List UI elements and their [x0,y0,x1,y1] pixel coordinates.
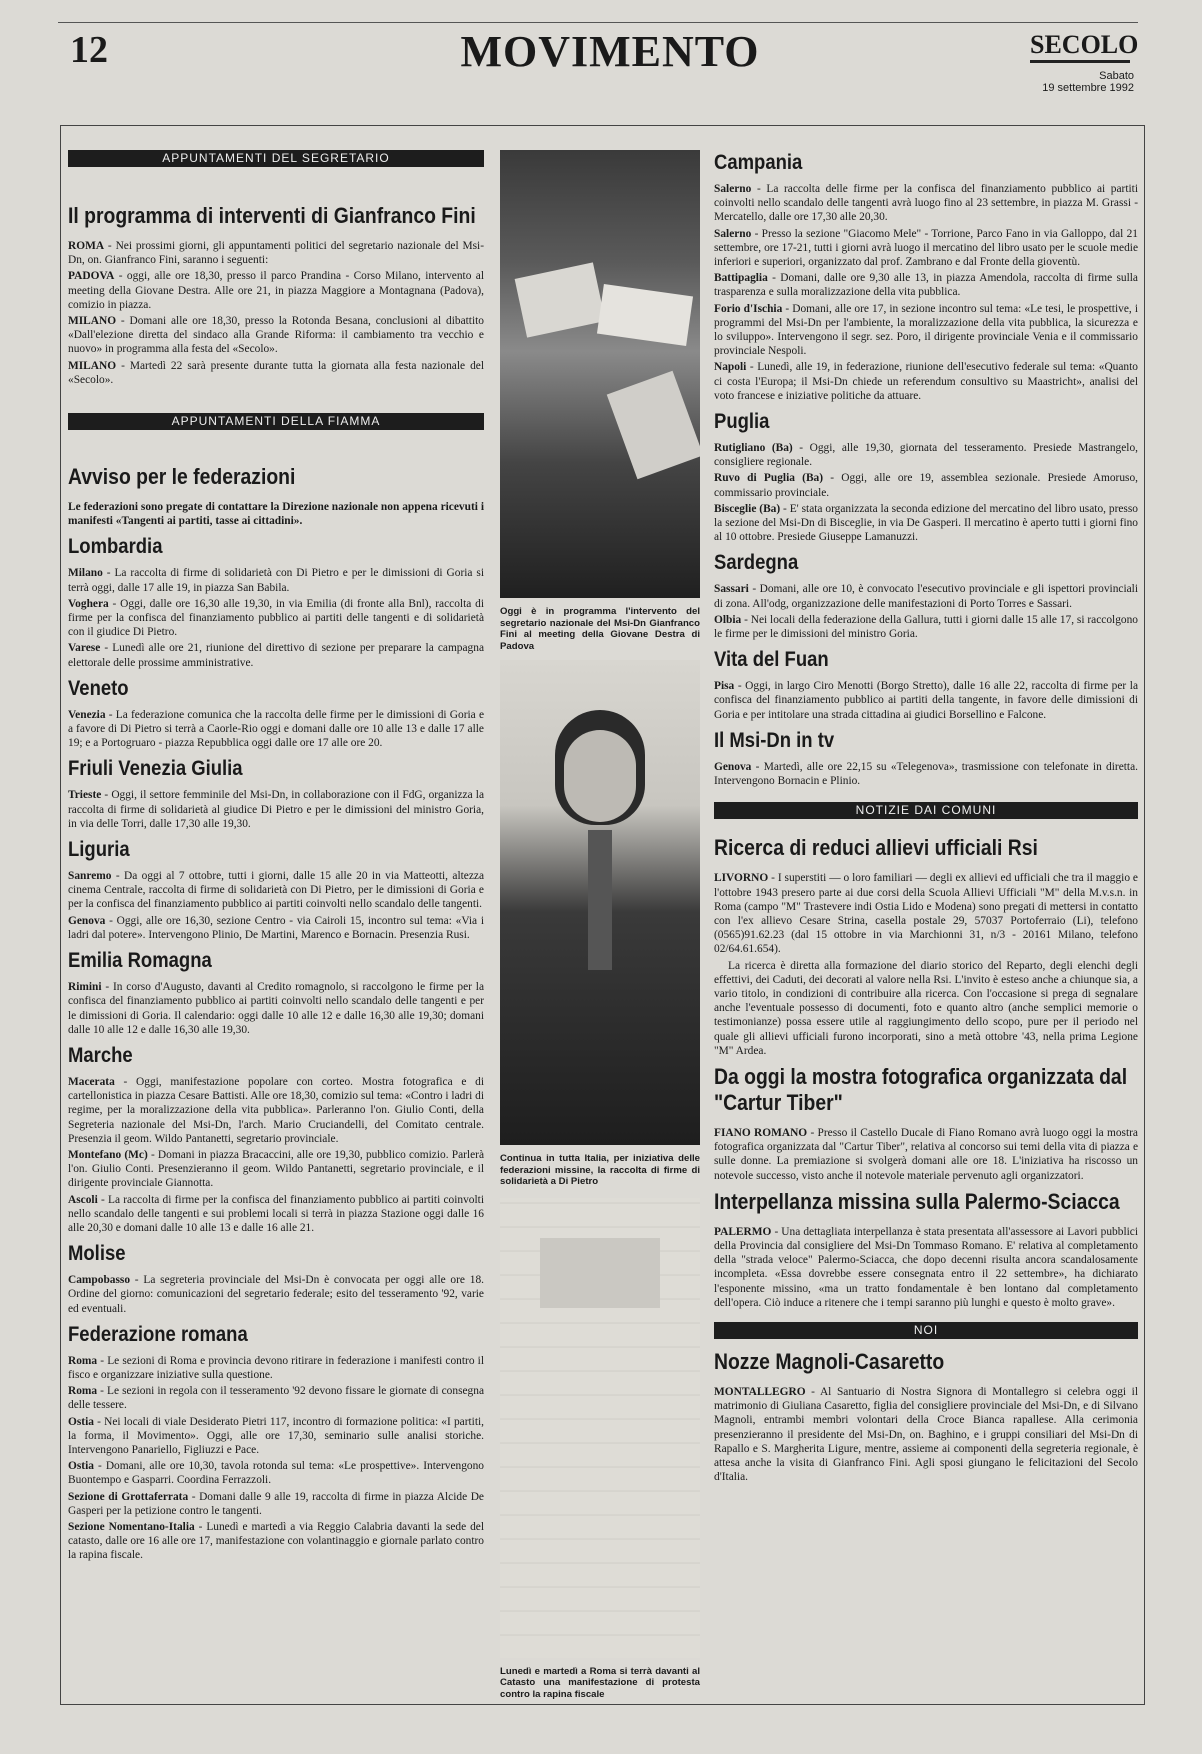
middle-column [500,150,700,1700]
issue-full-date: 19 settembre 1992 [1042,82,1134,94]
paragraph-text: - Oggi, manifestazione popolare con corteo. Mostra fotografica e di cartellonistica in piazza Cesare Battisti. Alle ore 18,30, comizio sul tema: «Contro i ladri di regime, per la moralizzazione della vita pubblica». Parleranno l'on. Giulio Conti, della Segreteria nazionale del Msi-Dn, l'arch. Mario Cruciandelli, del Comitato centrale. Presenzia il geom. Wildo Pantanetti, segretario provinciale. [68,1075,484,1145]
avviso-text: Le federazioni sono pregate di contattare la Direzione nazionale non appena ricevuti i manifesti «Tangenti ai partiti, tasse ai cittadini». [68,501,484,528]
fini-title: Il programma di interventi di Gianfranco Fini [68,203,476,228]
place-name: Battipaglia [714,272,768,285]
paragraph-text: - Le sezioni di Roma e provincia devono ritirare in federazione i manifesti contro il fisco e organizzare iniziative sulla questione. [68,1354,484,1381]
news-paragraph [68,708,484,751]
heading-molise: Molise [68,1242,126,1266]
news-paragraph [68,1193,484,1236]
heading-sardegna: Sardegna [714,551,799,575]
place-name: Rimini [68,981,102,994]
news-paragraph [68,314,484,357]
place-name: Forio d'Ischia [714,302,783,315]
paragraph-text: - Oggi, dalle ore 16,30 alle 19,30, in via Emilia (di fronte alla Bnl), raccolta di firme per la confisca del finanziamento pubblico ai partiti delle tangenti e di solidarietà con il giudice Di Pietro. [68,597,484,639]
place-name: Olbia [714,613,742,626]
news-paragraph [68,269,484,312]
rally-photo [500,150,700,598]
news-paragraph [714,613,1138,641]
place-name: MONTALLEGRO [714,1385,806,1398]
place-name: ROMA [68,240,105,252]
place-name: Ostia [68,1415,94,1428]
news-paragraph [714,760,1138,788]
avviso-title: Avviso per le federazioni [68,464,296,490]
heading-romana: Federazione romana [68,1322,248,1346]
news-paragraph [714,1385,1138,1484]
section-title: MOVIMENTO [460,27,760,76]
place-name: Ruvo di Puglia (Ba) [714,472,824,485]
news-paragraph [714,1126,1138,1183]
place-name: Rutigliano (Ba) [714,442,793,455]
place-name: Genova [68,914,106,927]
paragraph-text: - Nei locali di viale Desiderato Pietri 117, incontro di formazione politica: «I partiti, la forma, il Movimento». Oggi, alle ore 17,30, seminario sulle analisi storiche. Intervengono Panariello, Figliuzzi e Pace. [68,1415,484,1456]
paragraph-text: - Una dettagliata interpellanza è stata presentata all'assessore ai Lavori pubblici della Provincia dal consigliere del Msi-Dn Tommaso Romano. E' relativa al completamento della "strada veloce" Palermo-Sciacca, che dopo decenni risulta ancora scandalosamente incompleta. «Essa dovrebbe essere consegnata entro il 22 settembre», ha dichiarato l'esponente missino, «ma un tratto fondamentale è ben lontano dal completamento dell'opera. Ciò induce a ritenere che i tempi saranno più lunghi e questo è molto grave». [714,1225,1138,1309]
mostra-paragraphs [714,1126,1138,1183]
campania-paragraphs [714,182,1138,403]
news-paragraph [714,360,1138,403]
sardegna-paragraphs [714,582,1138,641]
nozze-title: Nozze Magnoli-Casaretto [714,1348,945,1374]
news-paragraph [68,1075,484,1146]
heading-emilia: Emilia Romagna [68,949,212,973]
paragraph-text: - Domani alle ore 18,30, presso la Rotonda Besana, conclusioni al dibattito «Dall'elezione diretta del sindaco alla Grande Riforma: il cambiamento tra vecchio e nuovo» in programma alla festa del «Secolo». [68,315,484,356]
news-paragraph [68,239,484,267]
paragraph-text: - Martedì 22 sarà presente durante tutta la giornata alla festa nazionale del «Secolo». [68,359,484,386]
header-rule [58,22,1138,23]
news-paragraph [68,641,484,669]
place-name: Campobasso [68,1274,131,1287]
news-paragraph [714,271,1138,299]
news-paragraph [714,471,1138,499]
paragraph-text: - La raccolta di firme di solidarietà con Di Pietro e per le dimissioni di Goria si terrà oggi, dalle 17 alle 19, in piazza San Babila. [68,567,484,594]
place-name: Salerno [714,183,752,195]
paragraph-text: - Da oggi al 7 ottobre, tutti i giorni, dalle 15 alle 20 in via Matteotti, altezza cinema Centrale, raccolta di firme di solidarietà con Di Pietro, per le dimissioni di Goria e per la confisca del finanziamento pubblico ai partiti coinvolti nello scandalo delle tangenti. [68,870,484,911]
paragraph-text: - Nei prossimi giorni, gli appuntamenti politici del segretario nazionale del Msi-Dn, on. Gianfranco Fini, saranno i seguenti: [68,240,484,267]
veneto-paragraphs [68,708,484,751]
paragraph-text: - Domani, alle ore 10, è convocato l'esecutivo provinciale e gli ispettori provinciali di zona. All'odg, organizzazione delle manifestazioni di Porto Torres e Sassari. [714,583,1138,610]
masthead-logo: SECOLO [1030,30,1130,63]
place-name: Trieste [68,789,102,802]
news-paragraph [68,1273,484,1316]
paragraph-text: - Presso la sezione "Giacomo Mele" - Torrione, Parco Fano in via Galloppo, dal 21 settembre, ore 17-21, tutti i giorni avrà luogo il mercatino del libro usato per le scuole medie inferiori e superiori, organizzato dal prof. Zambrano e dal Fronte della gioventù. [714,227,1138,269]
heading-marche: Marche [68,1043,133,1067]
left-column [68,150,484,1565]
news-paragraph [714,302,1138,359]
mostra-title: Da oggi la mostra fotografica organizzata dal "Cartur Tiber" [714,1063,1128,1115]
place-name: Voghera [68,597,109,610]
paragraph-text: La ricerca è diretta alla formazione del diario storico del Reparto, degli elenchi degli effettivi, dei Caduti, dei decorati al valore nella Rsi. L'invito è esteso anche a chiunque sia, a vario titolo, in condizioni di contribuire alla ricerca. Con l'occasione si prega di segnalare anche l'eventuale possesso di documenti, foto e quanto altro (anche semplici memorie o testimonianze) possa essere utile al raggiungimento dello scopo, pure per il periodo nel quale gli allievi ufficiali furono incorporati, sino a metà ottobre '43, nella prima Legione "M" Ardea. [714,959,1138,1057]
place-name: Genova [714,760,752,773]
heading-tv: Il Msi-Dn in tv [714,728,835,752]
place-name: Venezia [68,708,106,721]
heading-liguria: Liguria [68,838,130,862]
news-paragraph [68,1459,484,1487]
heading-friuli: Friuli Venezia Giulia [68,757,243,781]
place-name: Macerata [68,1075,115,1088]
molise-paragraphs [68,1273,484,1316]
issue-weekday: Sabato [1099,70,1134,82]
paragraph-text: - Martedì, alle ore 22,15 su «Telegenova», trasmissione con telefonate in diretta. Intervengono Bornacin e Plinio. [714,760,1138,788]
news-paragraph [68,359,484,387]
place-name: Roma [68,1385,98,1398]
paragraph-text: - Domani, alle ore 10,30, tavola rotonda sul tema: «Le prospettive». Intervengono Buontempo e Gasparri. Coordina Ferrazzoli. [68,1460,484,1487]
news-paragraph [68,914,484,942]
place-name: Sassari [714,583,749,596]
emilia-paragraphs [68,980,484,1037]
paragraph-text: - oggi, alle ore 18,30, presso il parco Prandina - Corso Milano, intervento al meeting della Giovane Destra. Alle ore 21, in piazza Maggiore a Montagnana (Padova), comizio in piazza. [68,270,484,311]
paragraph-text: - I superstiti — o loro familiari — degli ex allievi ed ufficiali che tra il maggio e l'ottobre 1943 presero parte ai due corsi della Scuola Allievi Ufficiali "M" della M.v.s.n. in Roma (campo "M" Trastevere indi Ostia Lido e Modena) sono pregati di mettersi in contatto con l'ex allievo Cesare Strina, casella postale 29, 57037 Portoferraio (Li), telefono (0565)91.62.23 (dal 15 ottobre in via Marchionni 31, n/3 - 20161 Milano, telefono 02/64.61.654). [714,872,1138,956]
paragraph-text: - La federazione comunica che la raccolta delle firme per le dimissioni di Goria e a favore di Di Pietro si terrà a Caorle-Rio oggi e domani dalle ore 10 alle 13 e dalle 17 alle 19; e a Portogruaro - piazza Repubblica oggi dalle ore 17 alle ore 20. [68,708,484,750]
heading-campania: Campania [714,151,803,174]
paragraph-text: - Oggi, alle 19,30, giornata del tesseramento. Presiede Mastrangelo, consigliere regionale. [714,442,1139,469]
news-paragraph [714,502,1138,545]
paragraph-text: - In corso d'Augusto, davanti al Credito romagnolo, si raccolgono le firme per la confisca del finanziamento pubblico ai partiti coinvolti nello scandalo delle tangenti e per le dimissioni di Goria. Il calendario: oggi dalle 10 alle 12 e dalle 16,30 alle 19,30; domani dalle 10 alle 12 e dalle 16,30 alle 19,30. [68,981,484,1036]
place-name: Sezione Nomentano-Italia [68,1520,195,1533]
news-paragraph [714,227,1138,270]
interpellanza-title: Interpellanza missina sulla Palermo-Sciacca [714,1188,1120,1214]
place-name: Roma [68,1354,98,1367]
lombardia-paragraphs [68,566,484,669]
place-name: Sezione di Grottaferrata [68,1490,189,1503]
paragraph-text: - Lunedì alle ore 21, riunione del direttivo di sezione per preparare la campagna elettorale delle prossime amministrative. [68,642,484,669]
news-paragraph [68,566,484,594]
place-name: Varese [68,642,101,655]
fuan-paragraphs [714,679,1138,722]
paragraph-text: - Oggi, alle ore 19, assemblea sezionale. Presiede Amoruso, commissario provinciale. [714,472,1139,499]
romana-paragraphs [68,1354,484,1563]
heading-puglia: Puglia [714,410,770,434]
section-bar-comuni: NOTIZIE DAI COMUNI [714,802,1138,819]
place-name: PALERMO [714,1225,772,1238]
reduci-paragraphs [714,871,1138,1058]
news-paragraph [714,679,1138,722]
paragraph-text: - E' stata organizzata la seconda edizione del mercatino del libro usato, presso la sezione del Msi-Dn di Bisceglie, in via De Gasperi. Il mercatino è aperto tutti i giorni fino al 10 ottobre. Presiede Giuseppe Lamanuzzi. [714,502,1138,544]
place-name: MILANO [68,359,117,372]
paragraph-text: - Al Santuario di Nostra Signora di Montallegro si celebra oggi il matrimonio di Giuliana Casaretto, figlia del consigliere provinciale del Msi-Dn, e di Silvano Magnoli, entrambi membri volontari della Croce Bianca rapallese. Alla cerimonia presenzieranno il presidente del Msi-Dn, on. Baghino, e i gruppi consiliari del Msi-Dn di Rapallo e S. Margherita Ligure, mentre, assieme ai componenti della segreteria regionale, è attesa anche la visita di Gianfranco Fini. Agli sposi giungano le felicitazioni del Secolo d'Italia. [714,1385,1138,1484]
tv-paragraphs [714,760,1138,788]
place-name: PADOVA [68,270,115,283]
marche-paragraphs [68,1075,484,1235]
page-number: 12 [70,29,108,71]
puglia-paragraphs [714,441,1138,544]
news-paragraph [714,1225,1138,1310]
paragraph-text: - Le sezioni in regola con il tesseramento '92 devono fissare le giornate di consegna delle tessere. [68,1385,484,1412]
paragraph-text: - Presso il Castello Ducale di Fiano Romano avrà luogo oggi la mostra fotografica organizzata dal "Cartur Tiber", relativa al concorso sui temi della vita di piazza e sulle donne. La premiazione si svolgerà domani alle ore 18. L'iniziativa ha riscosso un notevole successo, visto anche il notevole materiale pervenuto agli organizzatori. [714,1126,1138,1182]
section-bar-noi: NOI [714,1322,1138,1339]
nozze-paragraphs [714,1385,1138,1484]
place-name: Sanremo [68,870,112,883]
fini-paragraphs [68,239,484,387]
place-name: Bisceglie (Ba) [714,502,781,515]
photo-caption-1: Oggi è in programma l'intervento del segretario nazionale del Msi-Dn Gianfranco Fini al meeting della Giovane Destra di Padova [500,606,700,652]
paragraph-text: - Oggi, in largo Ciro Menotti (Borgo Stretto), dalle 16 alle 22, raccolta di firme per la confisca del finanziamento pubblico ai partiti della tangente, in favore delle dimissioni di Goria e per intitolare una strada cittadina ai giudici Borsellino e Falcone. [714,680,1138,721]
place-name: LIVORNO [714,872,769,885]
paragraph-text: - Nei locali della federazione della Gallura, tutti i giorni dalle 15 alle 17, si raccolgono le firme per le dimissioni del ministro Goria. [714,613,1138,641]
section-bar-segretario: APPUNTAMENTI DEL SEGRETARIO [68,150,484,167]
section-bar-fiamma: APPUNTAMENTI DELLA FIAMMA [68,413,484,430]
paragraph-text: - La raccolta di firme per la confisca del finanziamento pubblico ai partiti coinvolti nello scandalo delle tangenti e sui problemi locali si terrà in piazza Stazione oggi dalle 16 alle 20,30 e domani dalle 10 alle 13 e dalle 16 alle 21. [68,1193,484,1234]
paragraph-text: - Domani, alle ore 17, in sezione incontro sul tema: «Le tesi, le prospettive, i programmi del Msi-Dn per l'ambiente, la moralizzazione della vita pubblica, la sicurezza e lo sviluppo». Intervengono il segr. sez. Poro, il dirigente provinciale Venia e il commissario provinciale Nespoli. [714,302,1138,358]
paragraph-text: - Oggi, il settore femminile del Msi-Dn, in collaborazione con il FdG, organizza la raccolta di firme di solidarietà al giudice Di Pietro e per le dimissioni del ministro Goria, in via delle Torri, dalle 17,30 alle 19,30. [68,789,484,830]
news-paragraph [68,597,484,640]
place-name: Ascoli [68,1193,98,1206]
paragraph-text: - Lunedì, alle 19, in federazione, riunione dell'esecutivo federale sul tema: «Quanto ci costa l'Europa; il Msi-Dn chiede un referendum consultivo su Maastricht», analisi del voto francese e iniziative politiche da attuare. [714,361,1138,402]
heading-veneto: Veneto [68,676,129,700]
face-shape [564,730,636,822]
document-photo [500,1198,700,1658]
place-name: FIANO ROMANO [714,1126,808,1139]
friuli-paragraphs [68,788,484,831]
right-column [714,150,1138,1486]
paragraph-text: - La segreteria provinciale del Msi-Dn è convocata per oggi alle ore 18. Ordine del giorno: comunicazioni del segretario federale; esito del tesseramento '92, varie ed eventuali. [68,1274,484,1315]
photo-caption-2: Continua in tutta Italia, per iniziativa delle federazioni missine, la raccolta di firme di solidarietà a Di Pietro [500,1153,700,1187]
news-paragraph [68,1490,484,1518]
tie-shape [588,830,612,970]
news-paragraph [68,980,484,1037]
heading-fuan: Vita del Fuan [714,648,829,672]
paragraph-text: - Oggi, alle ore 16,30, sezione Centro - via Cairoli 15, incontro sul tema: «Via i ladri dal potere». Intervengono Plinio, De Martini, Marenco e Bornacin. Presenzia Rusi. [68,914,484,941]
form-box-shape [540,1238,660,1308]
place-name: MILANO [68,315,117,328]
portrait-photo [500,660,700,1145]
news-paragraph [68,869,484,912]
paragraph-text: - La raccolta delle firme per la confisca del finanziamento pubblico ai partiti coinvolti nello scandalo delle tangenti avrà luogo fino al 23 settembre, in piazza M. Grassi - Mercatello, dalle ore 17,30 alle 20,30. [714,183,1138,224]
news-paragraph [714,582,1138,610]
paragraph-text: - Domani dalle 9 alle 19, raccolta di firme in piazza Alcide De Gasperi per la petizione contro le tangenti. [68,1490,484,1517]
news-paragraph [714,959,1138,1058]
interpellanza-paragraphs [714,1225,1138,1310]
news-paragraph [68,1148,484,1191]
place-name: Ostia [68,1460,94,1473]
place-name: Pisa [714,680,735,693]
paragraph-text: - Domani in piazza Bracaccini, alle ore 19,30, pubblico comizio. Parlerà l'on. Giulio Conti. Presenzieranno il geom. Wildo Pantanetti, segretario provinciale, e il dirigente provinciale Giannotta. [68,1148,485,1190]
news-paragraph [714,871,1138,956]
photo-caption-3: Lunedì e martedì a Roma si terrà davanti al Catasto una manifestazione di protesta contro la rapina fiscale [500,1665,700,1700]
news-paragraph [68,1520,484,1563]
place-name: Montefano (Mc) [68,1148,148,1161]
news-paragraph [714,441,1138,469]
place-name: Napoli [714,361,747,374]
place-name: Salerno [714,227,752,240]
place-name: Milano [68,567,103,580]
issue-date [1010,70,1134,94]
news-paragraph [68,1354,484,1382]
flag-shape [607,371,700,480]
news-paragraph [68,788,484,831]
news-paragraph [714,182,1138,225]
reduci-title: Ricerca di reduci allievi ufficiali Rsi [714,835,1038,861]
news-paragraph [68,1384,484,1412]
paragraph-text: - Domani, dalle ore 9,30 alle 13, in piazza Amendola, raccolta di firme sulla trasparenza e sulla moralizzazione della vita pubblica. [714,272,1138,299]
liguria-paragraphs [68,869,484,942]
news-paragraph [68,1415,484,1458]
paragraph-text: - Lunedì e martedì a via Reggio Calabria davanti la sede del catasto, dalle ore 16 alle ore 17, manifestazione con volantinaggio e giornale parlato contro la rapina fiscale. [68,1520,485,1562]
banner-shape [515,262,606,337]
banner-shape [597,284,693,346]
heading-lombardia: Lombardia [68,535,163,559]
